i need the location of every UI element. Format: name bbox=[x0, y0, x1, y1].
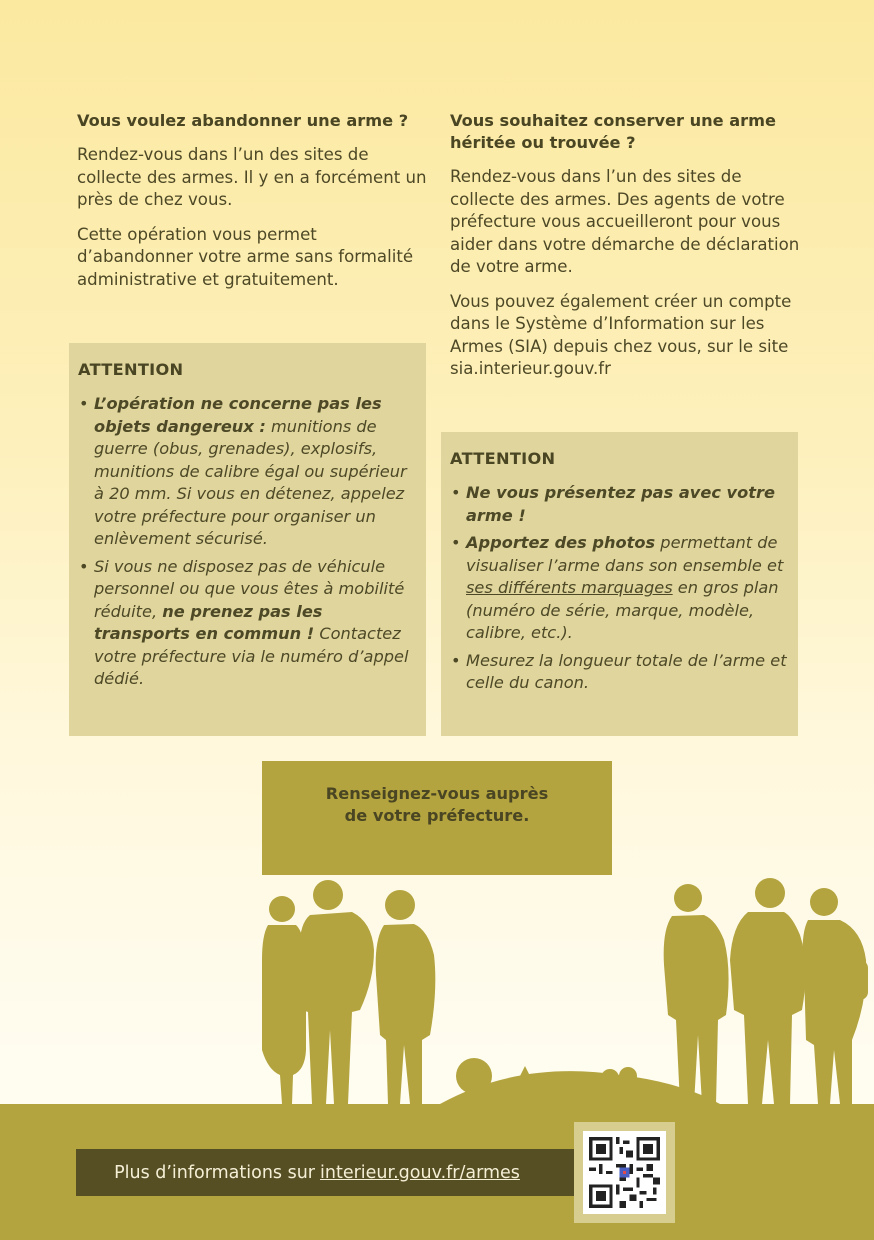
list-item-text: Contactez votre préfecture via le numéro d’appel dédié. bbox=[94, 624, 409, 688]
cta-line-2: de votre préfecture. bbox=[344, 806, 530, 825]
keep-para-1: Rendez-vous dans l’un des sites de collecte des armes. Des agents de votre préfecture vous accueilleront pour vous aider dans votre démarche de déclaration de votre arme. bbox=[450, 167, 800, 276]
list-item-bold: L’opération ne concerne pas les objets dangereux : bbox=[94, 394, 382, 436]
list-item-bold: Ne vous présentez pas avec votre arme ! bbox=[466, 483, 775, 525]
footer-info-bar bbox=[76, 1149, 586, 1196]
list-item-text: Mesurez la longueur totale de l’arme et celle du canon. bbox=[466, 650, 787, 692]
keep-para-2: Vous pouvez également créer un compte dans le Système d’Information sur les Armes (SIA) depuis chez vous, sur le site sia.interieur.gouv.fr bbox=[450, 291, 792, 378]
list-item-text: en gros plan (numéro de série, marque, modèle, calibre, etc.). bbox=[466, 578, 779, 642]
keep-heading: Vous souhaitez conserver une arme héritée ou trouvée ? bbox=[450, 111, 777, 152]
list-item-bold: Apportez des photos bbox=[466, 533, 656, 552]
abandon-heading: Vous voulez abandonner une arme ? bbox=[77, 111, 409, 130]
list-item bbox=[450, 650, 790, 695]
list-item-text: Si vous ne disposez pas de véhicule personnel ou que vous êtes à mobilité réduite, bbox=[94, 556, 405, 621]
list-item-text: munitions de guerre (obus, grenades), explosifs, munitions de calibre égal ou supérieur à 20 mm. Si vous en détenez, appelez votre préfecture pour organiser un enlèvement sécurisé. bbox=[94, 416, 407, 548]
qr-code-icon bbox=[583, 1131, 666, 1214]
right-column bbox=[450, 110, 810, 393]
attention-panel-left bbox=[69, 343, 426, 736]
attention-panel-right bbox=[441, 432, 798, 736]
attention-list-right bbox=[450, 482, 790, 695]
list-item bbox=[450, 532, 790, 645]
list-item-bold: ne prenez pas les transports en commun ! bbox=[94, 601, 323, 643]
list-item-text: permettant de visualiser l’arme dans son ensemble et bbox=[466, 533, 784, 575]
prefecture-cta-box bbox=[262, 761, 612, 875]
footer-link[interactable]: interieur.gouv.fr/armes bbox=[320, 1162, 520, 1183]
qr-code-frame bbox=[574, 1122, 675, 1223]
attention-list-left bbox=[78, 393, 418, 691]
cta-line-1: Renseignez-vous auprès bbox=[325, 783, 549, 803]
list-item bbox=[450, 482, 790, 527]
people-silhouettes-illustration bbox=[0, 870, 874, 1110]
abandon-para-1: Rendez-vous dans l’un des sites de collecte des armes. Il y en a forcément un près de chez vous. bbox=[77, 145, 427, 209]
attention-title-right: ATTENTION bbox=[450, 449, 556, 468]
left-column bbox=[77, 110, 432, 303]
footer-text: Plus d’informations sur bbox=[114, 1162, 316, 1183]
attention-title-left: ATTENTION bbox=[78, 360, 184, 379]
list-item bbox=[78, 556, 418, 691]
list-item-underline: ses différents marquages bbox=[466, 578, 673, 597]
abandon-para-2: Cette opération vous permet d’abandonner votre arme sans formalité administrative et gratuitement. bbox=[77, 224, 414, 289]
list-item bbox=[78, 393, 418, 551]
